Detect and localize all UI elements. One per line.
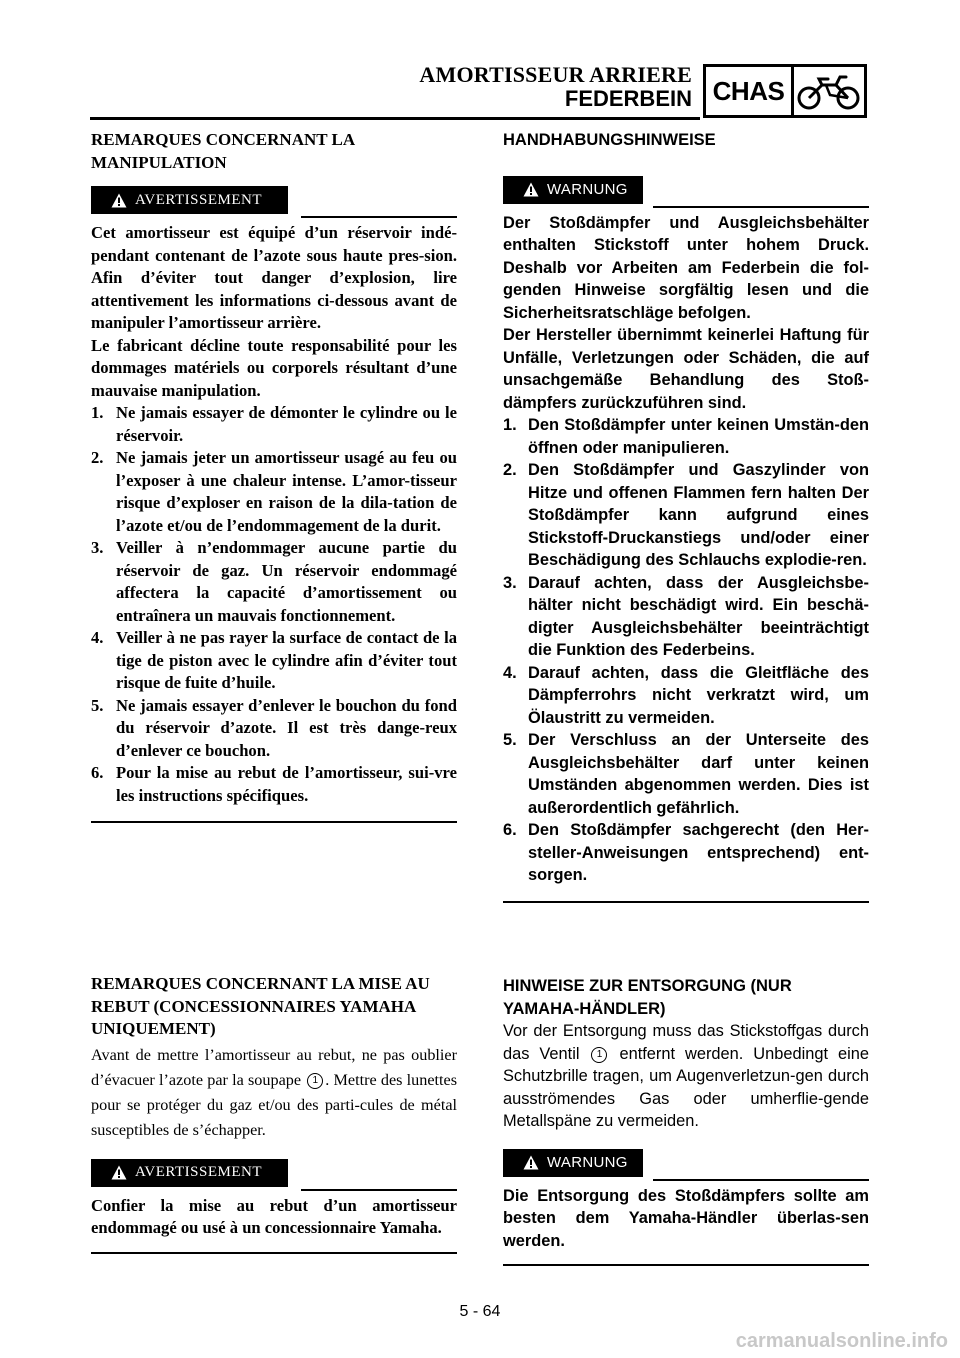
fr-disposal-warning-text: Confier la mise au rebut d’un amortisseur endommagé ou usé à un concessionnaire Yamaha. bbox=[91, 1195, 457, 1237]
warning-label: AVERTISSEMENT bbox=[135, 1164, 262, 1180]
list-item: 4. Veiller à ne pas rayer la surface de contact de la tige de piston avec le cylindre afin d’éviter tout risque de fuite d’huile. bbox=[91, 628, 457, 692]
list-item: 2. Ne jamais jeter un amortisseur usagé au feu ou l’exposer à une chaleur intense. L’amor-tisseur risque d’exploser en raison de la dila-tation de l’azote et/ou de l’endommagement de la durit. bbox=[91, 448, 457, 535]
list-item: 5. Der Verschluss an der Unterseite des Ausgleichsbehälter darf unter keinen Umständen abgenommen werden. Dies ist außerordentlich gefährlich. bbox=[503, 731, 869, 817]
page-title: AMORTISSEUR ARRIERE bbox=[419, 62, 692, 87]
warning-rule bbox=[653, 1179, 869, 1181]
de-disposal-text: Vor der Entsorgung muss das Stickstoffgas durch das Ventil 1 entfernt werden. Unbedingt eine Schutzbrille tragen, um Augenverletzun-gen durch ausströmendes Gas oder umherflie-gende Metallspäne zu vermeiden. bbox=[503, 1022, 869, 1130]
warning-triangle-icon bbox=[111, 1165, 127, 1180]
fr-disposal-section bbox=[91, 973, 457, 1254]
list-item: 4. Darauf achten, dass die Gleitfläche des Dämpferrohrs nicht verkratzt wird, um Ölaustritt zu vermeiden. bbox=[503, 663, 869, 727]
list-item: 6. Pour la mise au rebut de l’amortisseur, sui-vre les instructions spécifiques. bbox=[91, 763, 457, 805]
warning-triangle-icon bbox=[111, 193, 127, 208]
de-handling-heading: HANDHABUNGSHINWEISE bbox=[503, 131, 716, 149]
section-code: CHAS bbox=[706, 67, 794, 115]
warning-badge bbox=[503, 1149, 643, 1177]
motorcycle-icon bbox=[794, 67, 864, 115]
header-rule bbox=[90, 117, 700, 120]
warning-badge bbox=[503, 176, 643, 204]
warning-label: WARNUNG bbox=[547, 1154, 628, 1171]
de-disposal-heading: HINWEISE ZUR ENTSORGUNG (NUR YAMAHA-HÄNDLER) bbox=[503, 977, 792, 1018]
warning-triangle-icon bbox=[523, 182, 539, 197]
de-disposal-warning bbox=[503, 1149, 869, 1183]
warning-label: AVERTISSEMENT bbox=[135, 191, 262, 208]
list-item: 1. Ne jamais essayer de démonter le cylindre ou le réservoir. bbox=[91, 403, 457, 445]
fr-handling-para1: Cet amortisseur est équipé d’un réservoir indé-pendant contenant de l’azote sous haute pres-sion. Afin d’éviter tout danger d’explosion, lire attentivement les informations ci-dessous avant de manipuler l’amortisseur arrière. bbox=[91, 223, 457, 332]
fr-handling-section bbox=[91, 129, 457, 823]
de-disposal-section bbox=[503, 975, 869, 1266]
page-subtitle: FEDERBEIN bbox=[564, 86, 692, 111]
section-end-rule bbox=[91, 821, 457, 823]
fr-handling-list bbox=[91, 402, 457, 807]
warning-rule bbox=[301, 216, 457, 218]
fr-handling-warning bbox=[91, 186, 457, 220]
callout-1-icon: 1 bbox=[307, 1073, 323, 1089]
warning-triangle-icon bbox=[523, 1155, 539, 1170]
fr-handling-heading: REMARQUES CONCERNANT LA MANIPULATION bbox=[91, 130, 355, 172]
list-item: 3. Darauf achten, dass der Ausgleichsbe-hälter nicht beschädigt wird. Ein beschä-digter Ausgleichsbehälter beeinträchtigt die Funktion des Federbeins. bbox=[503, 573, 869, 659]
de-handling-para2: Der Hersteller übernimmt keinerlei Haftung für Unfälle, Verletzungen oder Schäden, die auf unsachgemäße Behandlung des Stoß-dämpfers zurückzuführen sind. bbox=[503, 326, 869, 412]
list-item: 3. Veiller à n’endommager aucune partie du réservoir de gaz. Un réservoir endommagé affectera la capacité d’amortissement ou entraînera un mauvais fonctionnement. bbox=[91, 538, 457, 625]
section-tab bbox=[703, 64, 867, 118]
warning-rule bbox=[301, 1189, 457, 1191]
de-handling-list bbox=[503, 414, 869, 887]
warning-rule bbox=[653, 206, 869, 208]
fr-handling-para2: Le fabricant décline toute responsabilité pour les dommages matériels ou corporels résultant d’une mauvaise manipulation. bbox=[91, 335, 457, 400]
page-number: 5 - 64 bbox=[459, 1303, 501, 1320]
fr-disposal-text: Avant de mettre l’amortisseur au rebut, ne pas oublier d’évacuer l’azote par la soupape 1 . Mettre des lunettes pour se protéger du gaz et/ou des parti-cules de métal susceptibles de s’échapper. bbox=[91, 1045, 458, 1139]
section-end-rule bbox=[503, 1264, 869, 1266]
watermark-text: carmanualsonline.info bbox=[735, 1330, 948, 1352]
fr-disposal-heading: REMARQUES CONCERNANT LA MISE AU REBUT (CONCESSIONNAIRES YAMAHA UNIQUEMENT) bbox=[91, 974, 430, 1038]
warning-badge bbox=[91, 186, 288, 214]
de-handling-para1: Der Stoßdämpfer und Ausgleichsbehälter enthalten Stickstoff unter hohem Druck. Deshalb vor Arbeiten am Federbein die fol-genden Hinweise sorgfältig lesen und die Sicherheitsratschläge befolgen. bbox=[503, 213, 869, 322]
callout-1-icon: 1 bbox=[591, 1047, 607, 1063]
de-disposal-warning-text: Die Entsorgung des Stoßdämpfers sollte am besten dem Yamaha-Händler überlas-sen werden. bbox=[503, 1186, 869, 1250]
section-end-rule bbox=[503, 901, 869, 903]
warning-badge bbox=[91, 1159, 288, 1187]
fr-disposal-warning bbox=[91, 1159, 457, 1193]
de-handling-section bbox=[503, 129, 869, 903]
section-end-rule bbox=[91, 1252, 457, 1254]
de-handling-warning bbox=[503, 176, 869, 210]
list-item: 5. Ne jamais essayer d’enlever le bouchon du fond du réservoir d’azote. Il est très dange-reux d’enlever ce bouchon. bbox=[91, 695, 457, 760]
warning-label: WARNUNG bbox=[547, 181, 628, 198]
list-item: 6. Den Stoßdämpfer sachgerecht (den Her-steller-Anweisungen entsprechend) ent-sorgen. bbox=[503, 821, 869, 884]
list-item: 1. Den Stoßdämpfer unter keinen Umstän-den öffnen oder manipulieren. bbox=[503, 416, 869, 457]
list-item: 2. Den Stoßdämpfer und Gaszylinder von Hitze und offenen Flammen fern halten Der Stoßdämpfer kann aufgrund eines Stickstoff-Druckanstiegs und/oder einer Beschädigung des Schlauchs explodie-ren. bbox=[503, 461, 869, 569]
